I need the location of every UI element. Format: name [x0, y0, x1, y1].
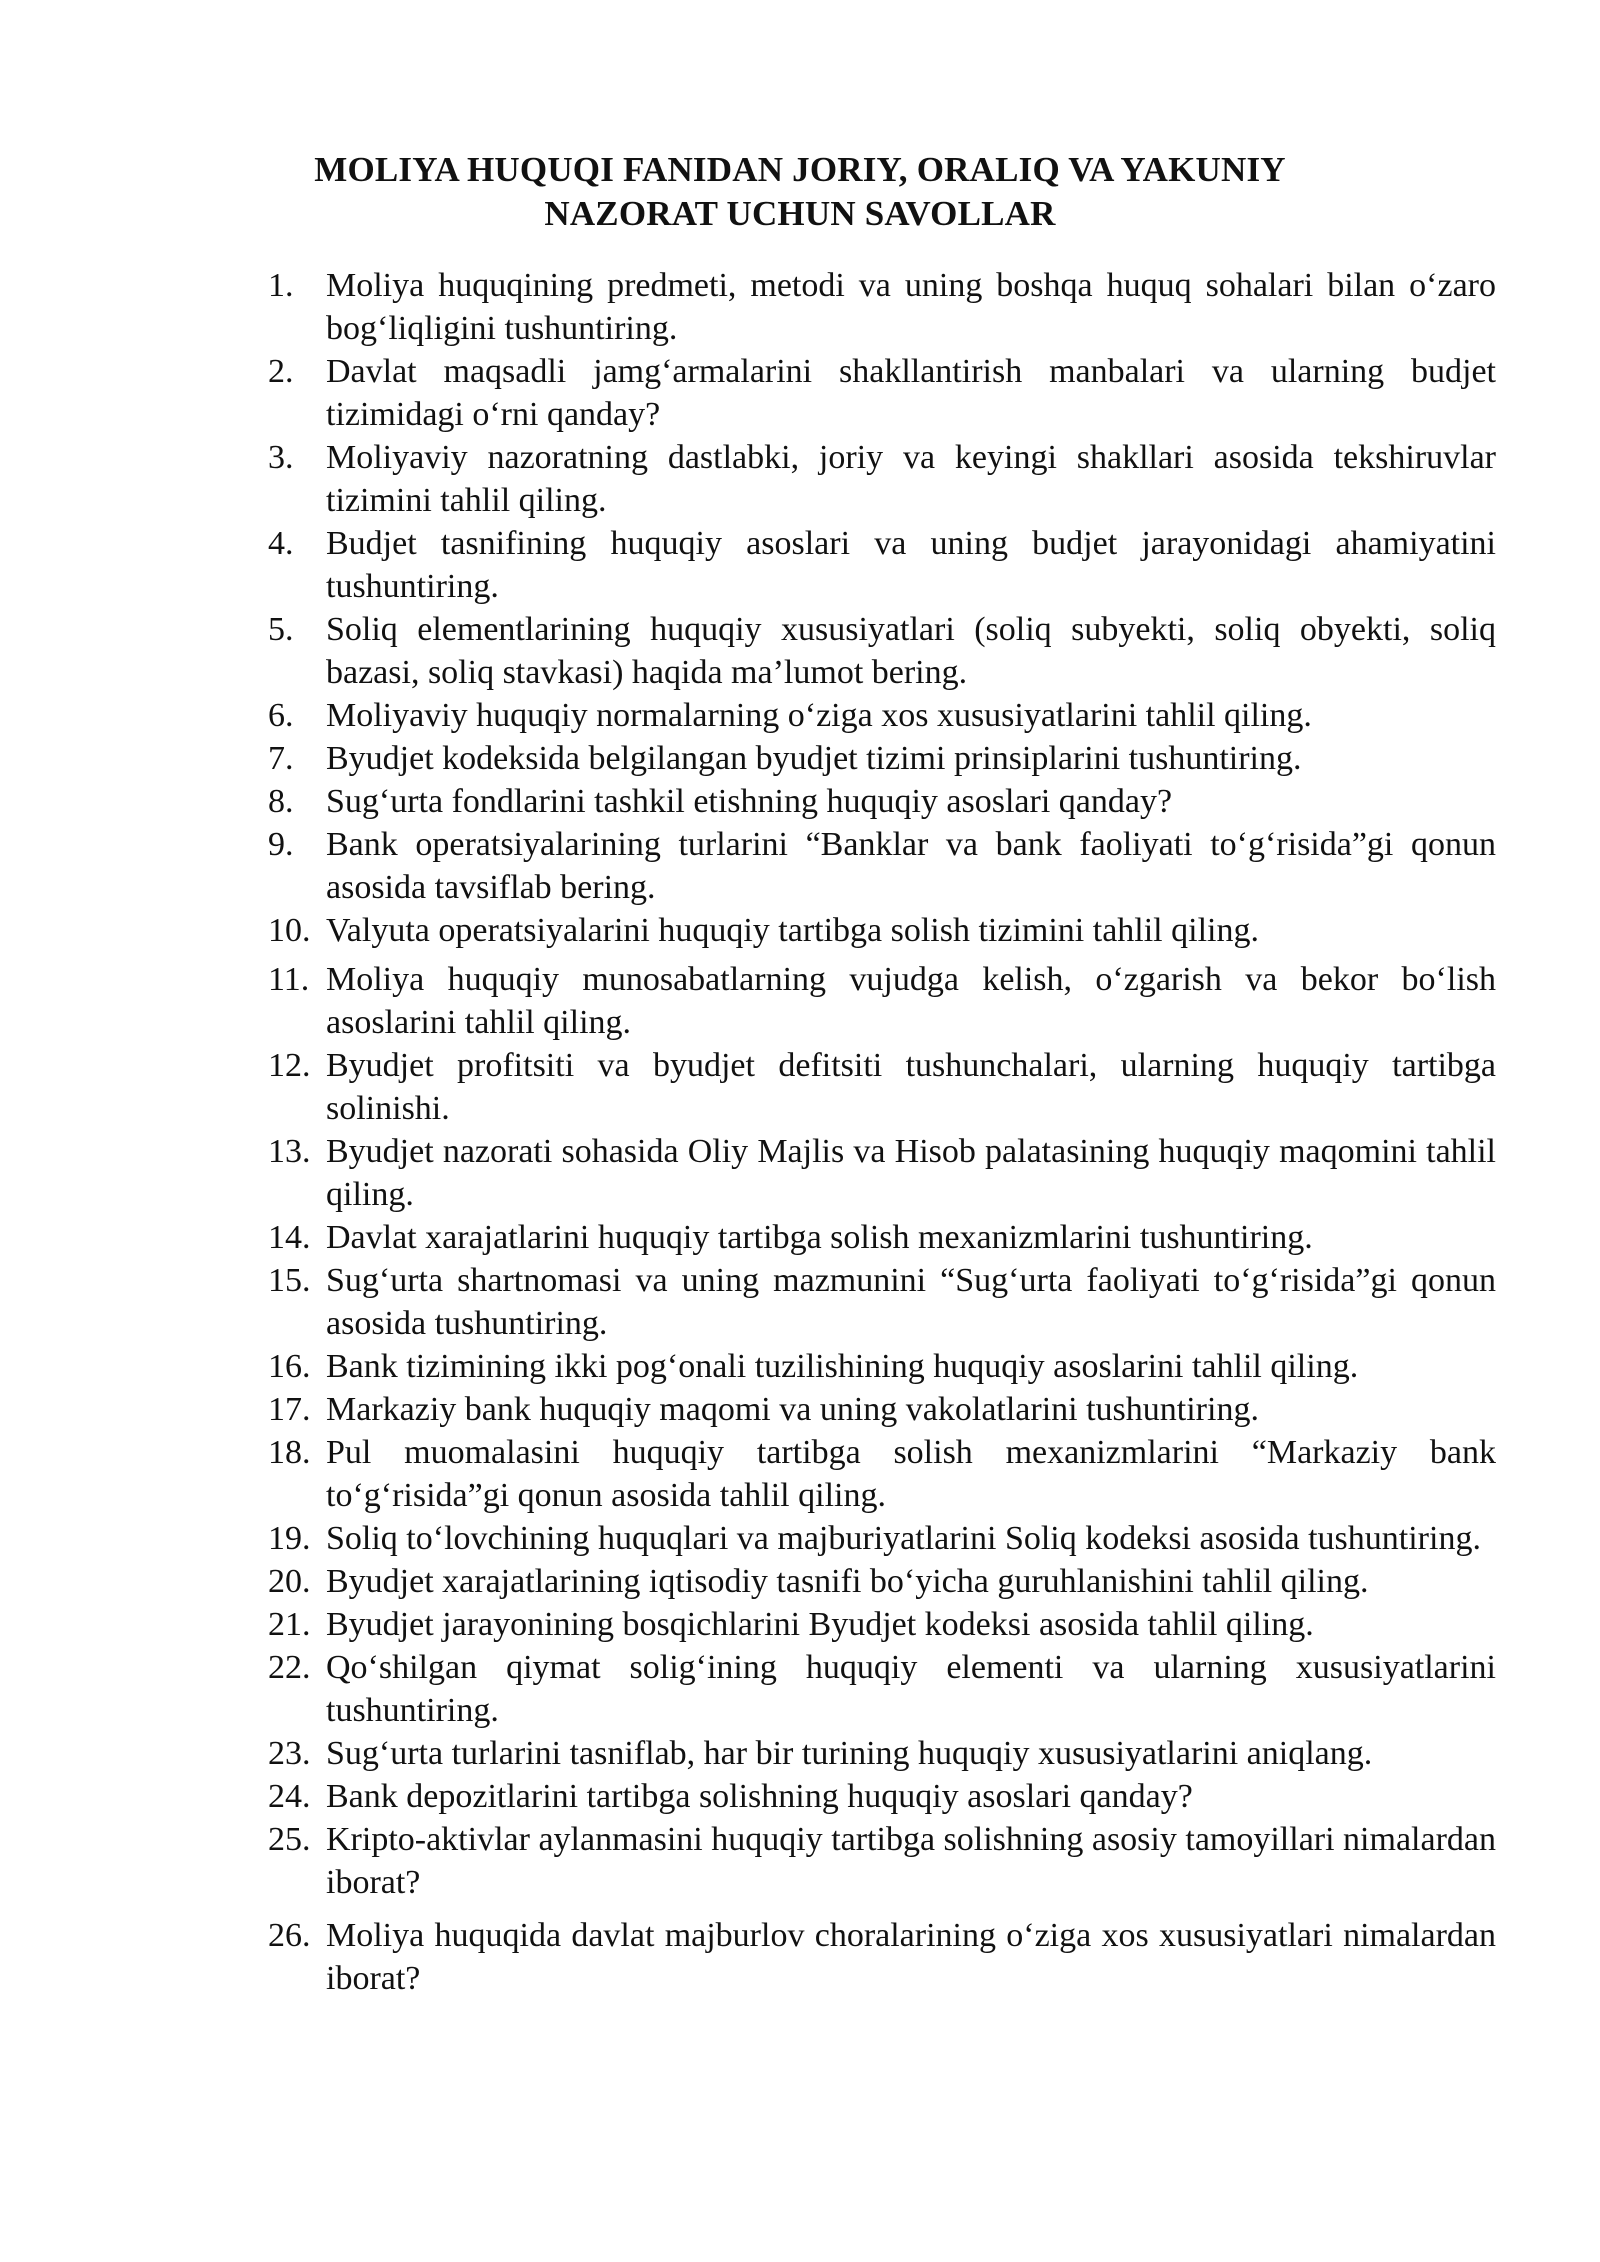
question-item — [268, 1388, 1496, 1431]
question-item — [268, 1775, 1496, 1818]
question-text: Valyuta operatsiyalarini huquqiy tartibga solish tizimini tahlil qiling. — [326, 912, 1259, 949]
question-number: 4. — [268, 525, 294, 562]
document-title — [0, 148, 1600, 236]
title-line-1: MOLIYA HUQUQI FANIDAN JORIY, ORALIQ VA YAKUNIY — [314, 150, 1286, 189]
question-number: 26. — [268, 1917, 311, 1954]
question-number: 7. — [268, 740, 294, 777]
question-number: 20. — [268, 1563, 311, 1600]
question-item — [268, 1259, 1496, 1345]
question-number: 3. — [268, 439, 294, 476]
question-number: 11. — [268, 961, 310, 998]
question-number: 8. — [268, 783, 294, 820]
question-item — [268, 1603, 1496, 1646]
question-number: 10. — [268, 912, 311, 949]
question-number: 17. — [268, 1391, 311, 1428]
question-text: Budjet tasnifining huquqiy asoslari va uning budjet jarayonidagi ahamiyatini tushuntiring. — [326, 525, 1496, 605]
question-number: 6. — [268, 697, 294, 734]
question-item — [268, 1560, 1496, 1603]
question-item — [268, 909, 1496, 952]
question-number: 25. — [268, 1821, 311, 1858]
question-number: 23. — [268, 1735, 311, 1772]
question-item — [268, 958, 1496, 1044]
question-item — [268, 1517, 1496, 1560]
question-item — [268, 1345, 1496, 1388]
question-list — [268, 264, 1496, 2000]
question-text: Byudjet profitsiti va byudjet defitsiti tushunchalari, ularning huquqiy tartibga solinishi. — [326, 1047, 1496, 1127]
question-number: 18. — [268, 1434, 311, 1471]
question-number: 12. — [268, 1047, 311, 1084]
question-number: 22. — [268, 1649, 311, 1686]
question-number: 16. — [268, 1348, 311, 1385]
question-item — [268, 737, 1496, 780]
question-text: Pul muomalasini huquqiy tartibga solish mexanizmlarini “Markaziy bank to‘g‘risida”gi qonun asosida tahlil qiling. — [326, 1434, 1496, 1514]
question-text: Bank depozitlarini tartibga solishning huquqiy asoslari qanday? — [326, 1778, 1193, 1815]
question-item — [268, 1732, 1496, 1775]
question-item — [268, 350, 1496, 436]
question-item — [268, 436, 1496, 522]
question-text: Moliya huquqida davlat majburlov choralarining o‘ziga xos xususiyatlari nimalardan iborat? — [326, 1917, 1496, 1997]
question-number: 9. — [268, 826, 294, 863]
question-number: 1. — [268, 267, 294, 304]
question-text: Moliyaviy huquqiy normalarning o‘ziga xos xususiyatlarini tahlil qiling. — [326, 697, 1312, 734]
question-item — [268, 264, 1496, 350]
title-line-2: NAZORAT UCHUN SAVOLLAR — [544, 194, 1056, 233]
question-item — [268, 1044, 1496, 1130]
question-item — [268, 1646, 1496, 1732]
question-text: Sug‘urta turlarini tasniflab, har bir turining huquqiy xususiyatlarini aniqlang. — [326, 1735, 1373, 1772]
question-item — [268, 1818, 1496, 1904]
question-text: Kripto-aktivlar aylanmasini huquqiy tartibga solishning asosiy tamoyillari nimalardan iborat? — [326, 1821, 1496, 1901]
question-item — [268, 1130, 1496, 1216]
question-number: 5. — [268, 611, 294, 648]
question-text: Moliya huquqiy munosabatlarning vujudga kelish, o‘zgarish va bekor bo‘lish asoslarini tahlil qiling. — [326, 961, 1496, 1041]
question-item — [268, 1914, 1496, 2000]
question-number: 2. — [268, 353, 294, 390]
question-item — [268, 1431, 1496, 1517]
question-text: Byudjet xarajatlarining iqtisodiy tasnifi bo‘yicha guruhlanishini tahlil qiling. — [326, 1563, 1369, 1600]
question-item — [268, 1216, 1496, 1259]
question-text: Byudjet kodeksida belgilangan byudjet tizimi prinsiplarini tushuntiring. — [326, 740, 1302, 777]
question-item — [268, 780, 1496, 823]
question-text: Moliyaviy nazoratning dastlabki, joriy va keyingi shakllari asosida tekshiruvlar tizimini tahlil qiling. — [326, 439, 1496, 519]
question-text: Soliq elementlarining huquqiy xususiyatlari (soliq subyekti, soliq obyekti, soliq bazasi, soliq stavkasi) haqida ma’lumot bering. — [326, 611, 1496, 691]
question-text: Markaziy bank huquqiy maqomi va uning vakolatlarini tushuntiring. — [326, 1391, 1259, 1428]
question-item — [268, 522, 1496, 608]
question-item — [268, 608, 1496, 694]
question-item — [268, 694, 1496, 737]
question-text: Davlat maqsadli jamg‘armalarini shakllantirish manbalari va ularning budjet tizimidagi o‘rni qanday? — [326, 353, 1496, 433]
question-text: Moliya huquqining predmeti, metodi va uning boshqa huquq sohalari bilan o‘zaro bog‘liqligini tushuntiring. — [326, 267, 1496, 347]
question-text: Sug‘urta shartnomasi va uning mazmunini “Sug‘urta faoliyati to‘g‘risida”gi qonun asosida tushuntiring. — [326, 1262, 1496, 1342]
question-text: Sug‘urta fondlarini tashkil etishning huquqiy asoslari qanday? — [326, 783, 1173, 820]
question-number: 24. — [268, 1778, 311, 1815]
question-text: Bank operatsiyalarining turlarini “Banklar va bank faoliyati to‘g‘risida”gi qonun asosida tavsiflab bering. — [326, 826, 1496, 906]
question-text: Qo‘shilgan qiymat solig‘ining huquqiy elementi va ularning xususiyatlarini tushuntiring. — [326, 1649, 1496, 1729]
question-number: 15. — [268, 1262, 311, 1299]
question-text: Davlat xarajatlarini huquqiy tartibga solish mexanizmlarini tushuntiring. — [326, 1219, 1313, 1256]
question-text: Soliq to‘lovchining huquqlari va majburiyatlarini Soliq kodeksi asosida tushuntiring. — [326, 1520, 1481, 1557]
question-text: Byudjet jarayonining bosqichlarini Byudjet kodeksi asosida tahlil qiling. — [326, 1606, 1314, 1643]
question-text: Byudjet nazorati sohasida Oliy Majlis va Hisob palatasining huquqiy maqomini tahlil qiling. — [326, 1133, 1496, 1213]
question-number: 19. — [268, 1520, 311, 1557]
question-item — [268, 823, 1496, 909]
question-number: 13. — [268, 1133, 311, 1170]
question-number: 14. — [268, 1219, 311, 1256]
question-number: 21. — [268, 1606, 311, 1643]
question-text: Bank tizimining ikki pog‘onali tuzilishining huquqiy asoslarini tahlil qiling. — [326, 1348, 1359, 1385]
